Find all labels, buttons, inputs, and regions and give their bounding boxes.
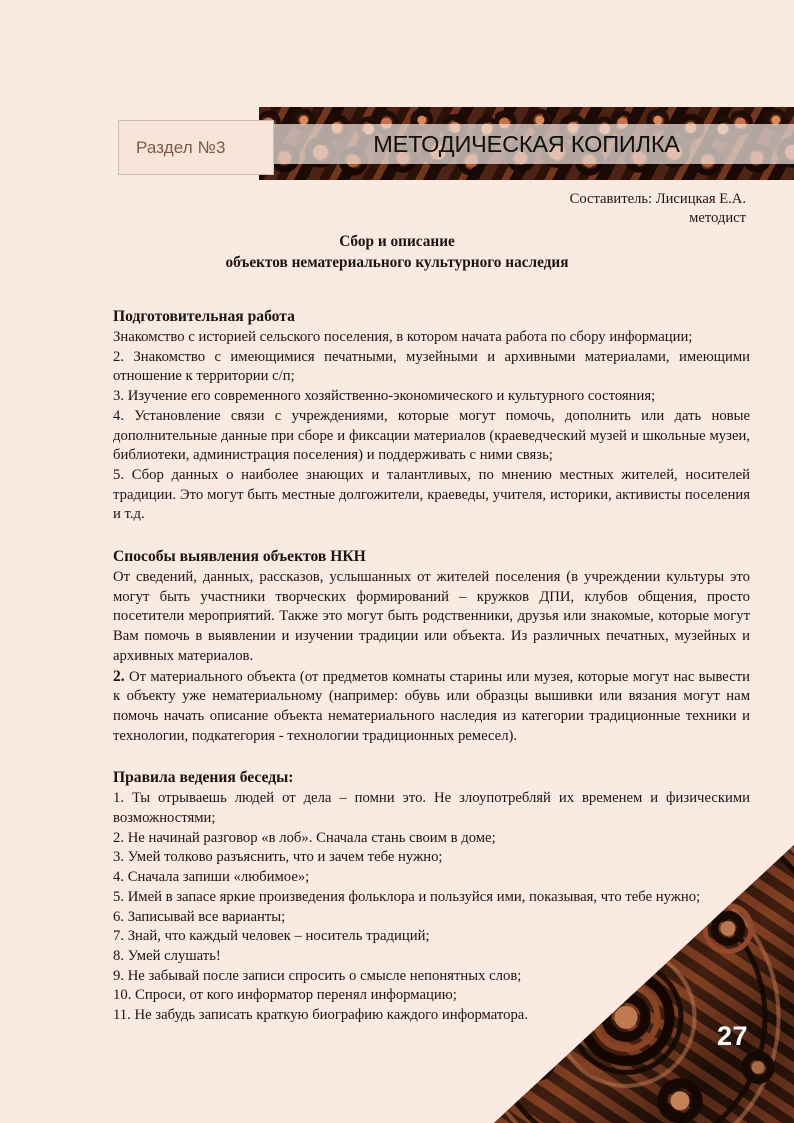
paragraph: 5. Сбор данных о наиболее знающих и талантливых, по мнению местных жителей, носителей традиции. Это могут быть местные долгожители, краеведы, учителя, историки, активисты поселения и т.д. (113, 466, 750, 523)
attribution-block (570, 190, 746, 227)
rule-item: 4. Сначала запиши «любимое»; (113, 869, 310, 886)
rule-item: 2. Не начинай разговор «в лоб». Сначала стань своим в доме; (113, 829, 496, 846)
paragraph: 2. Знакомство с имеющимися печатными, музейными и архивными материалами, имеющими отношение к территории с/п; (113, 348, 750, 385)
section-identification-methods (113, 546, 750, 746)
rule-item: 9. Не забывай после записи спросить о смысле непонятных слов; (113, 967, 522, 984)
attribution-role: методист (689, 209, 746, 226)
header-banner (259, 107, 794, 180)
rule-item: 1. Ты отрываешь людей от дела – помни это. Не злоупотребляй их временем и физическими возможностями; (113, 790, 750, 827)
rule-item: 3. Умей толково разъяснить, что и зачем тебе нужно; (113, 849, 443, 866)
page-title (113, 232, 681, 273)
rule-item: 5. Имей в запасе яркие произведения фольклора и пользуйся ими, показывая, что тебе нужно; (113, 888, 701, 905)
rule-item: 10. Спроси, от кого информатор перенял информацию; (113, 987, 457, 1004)
paragraph-lead-number: 2. (113, 667, 125, 685)
section-preparatory-work (113, 306, 750, 525)
rule-item: 6. Записывай все варианты; (113, 908, 286, 925)
paragraph: Знакомство с историей сельского поселения, в котором начата работа по сбору информации; (113, 329, 693, 345)
page-number: 27 (716, 1021, 748, 1051)
paragraph-text: От материального объекта (от предметов комнаты старины или музея, которые могут нас вывести к объекту уже нематериальному (например: обувь или образцы вышивки или вязания могут нам помочь начать описание объекта нематериального наследия из категории традиционные техники и технологии, подкатегория - технологии традиционных ремесел). (113, 668, 750, 744)
section-heading: Подготовительная работа (113, 308, 295, 325)
section-heading: Правила ведения беседы: (113, 769, 294, 787)
document-body (113, 306, 750, 1026)
paragraph: 3. Изучение его современного хозяйственно-экономического и культурного состояния; (113, 388, 656, 405)
rule-item: 8. Умей слушать! (113, 947, 221, 964)
page-title-line-2: объектов нематериального культурного наследия (225, 253, 569, 271)
rule-item: 11. Не забудь записать краткую биографию каждого информатора. (113, 1007, 528, 1024)
paragraph: 4. Установление связи с учреждениями, которые могут помочь, дополнить или дать новые дополнительные данные при сборе и фиксации материалов (краеведческий музей и школьные музеи, библиотеки, администрация поселения) и поддерживать с ними связь; (113, 407, 750, 464)
header-banner-title: МЕТОДИЧЕСКАЯ КОПИЛКА (373, 130, 680, 157)
paragraph-numbered (113, 667, 750, 747)
page-title-line-1: Сбор и описание (339, 233, 455, 250)
paragraph: От сведений, данных, рассказов, услышанных от жителей поселения (в учреждении культуры это могут быть участники творческих формирований – кружков ДПИ, клубов общения, просто посетители мероприятий. Также это могут быть родственники, друзья или знакомые, которые могут Вам помочь в выявлении и изучении традиции или объекта. Из различных печатных, музейных и архивных материалов. (113, 569, 750, 664)
section-heading: Способы выявления объектов НКН (113, 548, 366, 566)
attribution-author: Составитель: Лисицкая Е.А. (569, 191, 746, 207)
section-badge-label: Раздел №3 (136, 137, 226, 157)
rule-item: 7. Знай, что каждый человек – носитель традиций; (113, 928, 430, 945)
section-badge (118, 120, 274, 175)
